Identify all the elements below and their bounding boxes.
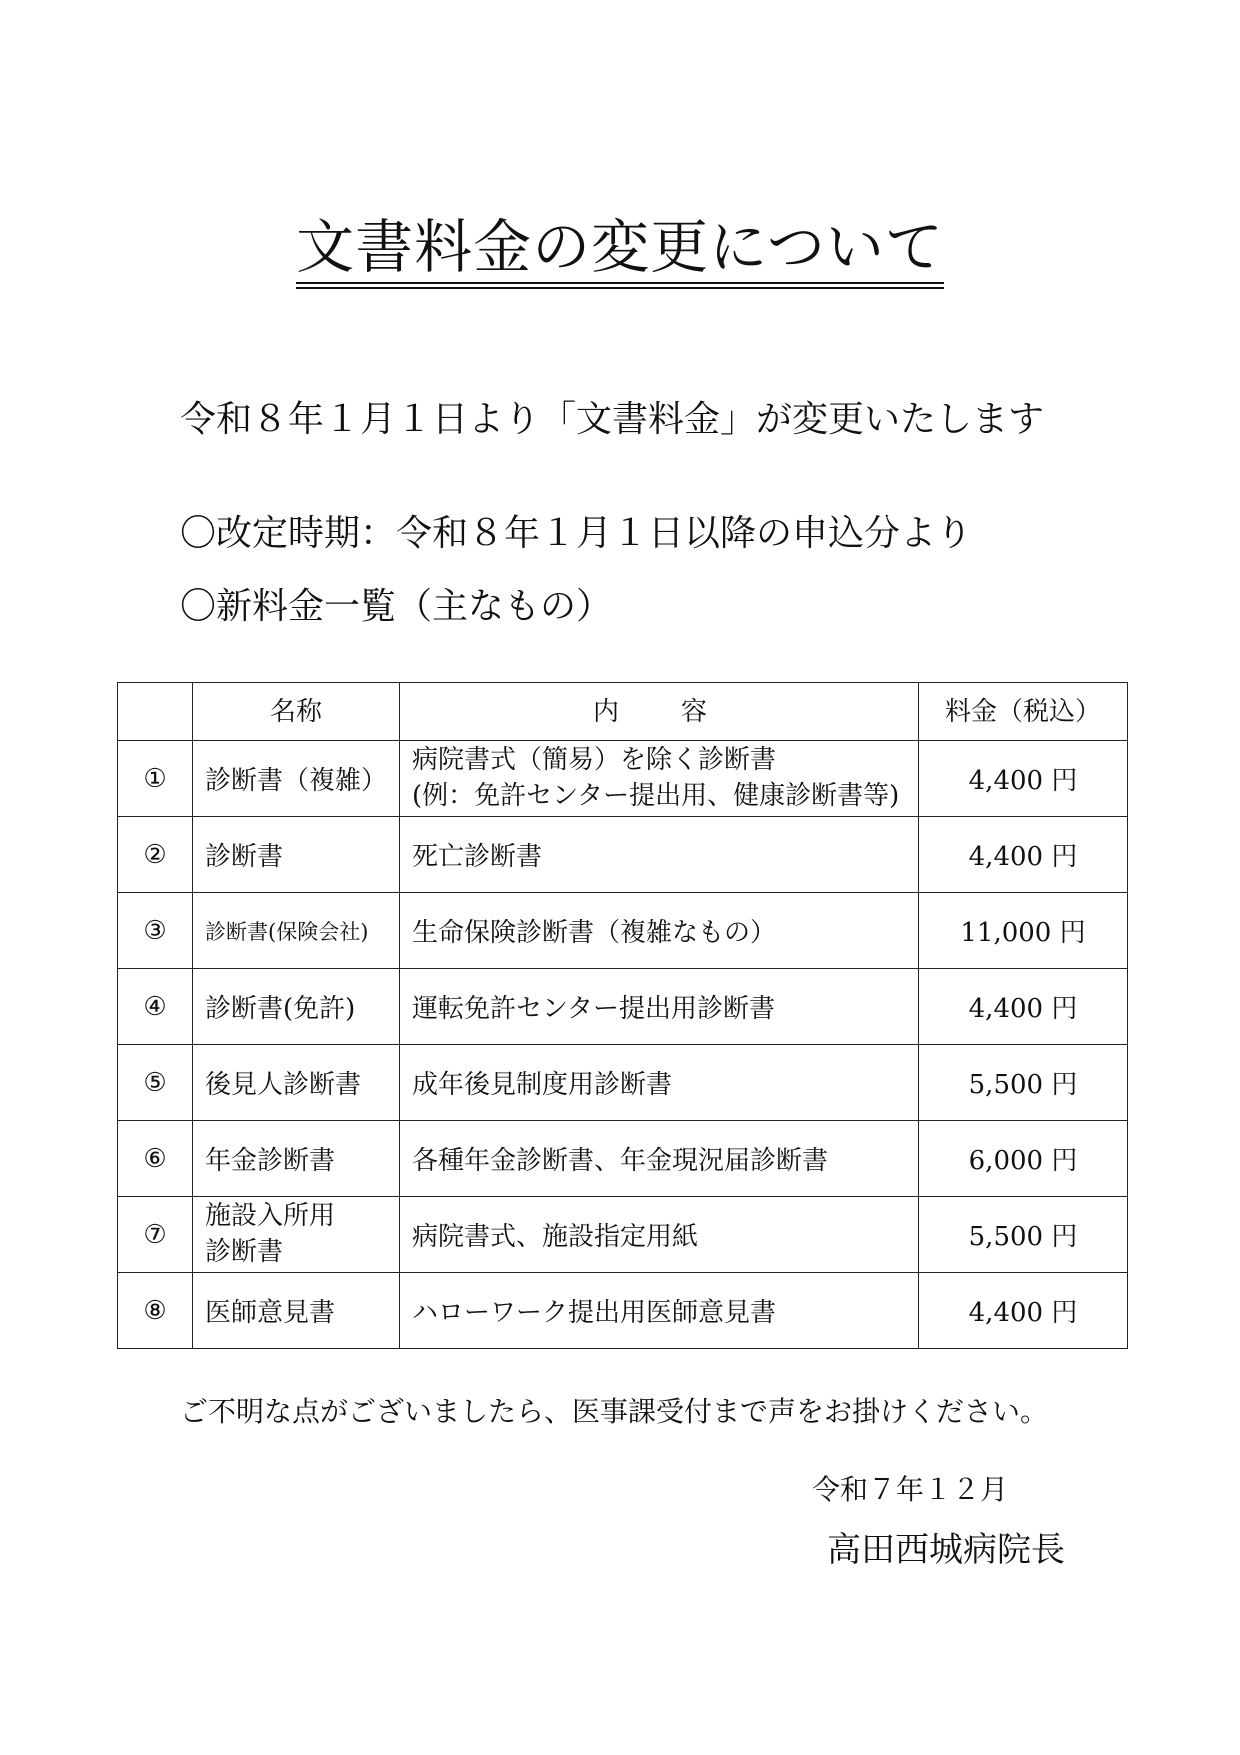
- document-fee: 5,500 円: [919, 1045, 1128, 1121]
- table-row: [118, 1197, 1128, 1273]
- page-title-block: [0, 213, 1240, 289]
- document-fee: 4,400 円: [919, 1273, 1128, 1349]
- table-row: [118, 969, 1128, 1045]
- document-name: 後見人診断書: [193, 1045, 400, 1121]
- row-number: ⑤: [118, 1045, 193, 1121]
- document-content: 生命保険診断書（複雑なもの）: [400, 893, 919, 969]
- table-row: [118, 817, 1128, 893]
- document-name: 診断書（複雑）: [193, 741, 400, 817]
- row-number: ①: [118, 741, 193, 817]
- table-header-row: [118, 683, 1128, 741]
- issue-date: 令和７年１２月: [812, 1473, 1009, 1506]
- document-name: [193, 1197, 400, 1273]
- document-content: ハローワーク提出用医師意見書: [400, 1273, 919, 1349]
- header-fee: 料金（税込）: [919, 683, 1128, 741]
- document-content: 各種年金診断書、年金現況届診断書: [400, 1121, 919, 1197]
- row-number: ⑧: [118, 1273, 193, 1349]
- table-row: [118, 1121, 1128, 1197]
- intro-text: 令和８年１月１日より「文書料金」が変更いたします: [180, 399, 1045, 440]
- document-content: [400, 741, 919, 817]
- page-title: 文書料金の変更について: [296, 218, 944, 289]
- document-name: 年金診断書: [193, 1121, 400, 1197]
- document-fee: 4,400 円: [919, 741, 1128, 817]
- table-row: [118, 741, 1128, 817]
- name-line: 診断書: [205, 1236, 284, 1267]
- header-no: [118, 683, 193, 741]
- row-number: ④: [118, 969, 193, 1045]
- table-row: [118, 1273, 1128, 1349]
- document-name: 診断書: [193, 817, 400, 893]
- row-number: ②: [118, 817, 193, 893]
- revision-period: 〇改定時期：令和８年１月１日以降の申込分より: [180, 513, 973, 554]
- document-fee: 4,400 円: [919, 817, 1128, 893]
- document-content: 病院書式、施設指定用紙: [400, 1197, 919, 1273]
- document-content: 成年後見制度用診断書: [400, 1045, 919, 1121]
- inquiry-note: ご不明な点がございましたら、医事課受付まで声をお掛けください。: [180, 1395, 1049, 1428]
- fee-table: [117, 682, 1128, 1349]
- document-fee: 4,400 円: [919, 969, 1128, 1045]
- content-line: 病院書式（簡易）を除く診断書: [412, 745, 777, 776]
- document-content: 運転免許センター提出用診断書: [400, 969, 919, 1045]
- row-number: ③: [118, 893, 193, 969]
- row-number: ⑦: [118, 1197, 193, 1273]
- signature: 高田西城病院長: [827, 1530, 1065, 1570]
- document-content: 死亡診断書: [400, 817, 919, 893]
- table-row: [118, 1045, 1128, 1121]
- document-name: 診断書(保険会社): [193, 893, 400, 969]
- fee-list-heading: 〇新料金一覧（主なもの）: [180, 586, 613, 627]
- document-name: 医師意見書: [193, 1273, 400, 1349]
- row-number: ⑥: [118, 1121, 193, 1197]
- content-line: (例：免許センター提出用、健康診断書等): [412, 780, 900, 811]
- header-content: 内 容: [400, 683, 919, 741]
- name-line: 施設入所用: [205, 1201, 336, 1232]
- document-fee: 6,000 円: [919, 1121, 1128, 1197]
- document-name: 診断書(免許): [193, 969, 400, 1045]
- table-row: [118, 893, 1128, 969]
- document-fee: 5,500 円: [919, 1197, 1128, 1273]
- header-name: 名称: [193, 683, 400, 741]
- document-fee: 11,000 円: [919, 893, 1128, 969]
